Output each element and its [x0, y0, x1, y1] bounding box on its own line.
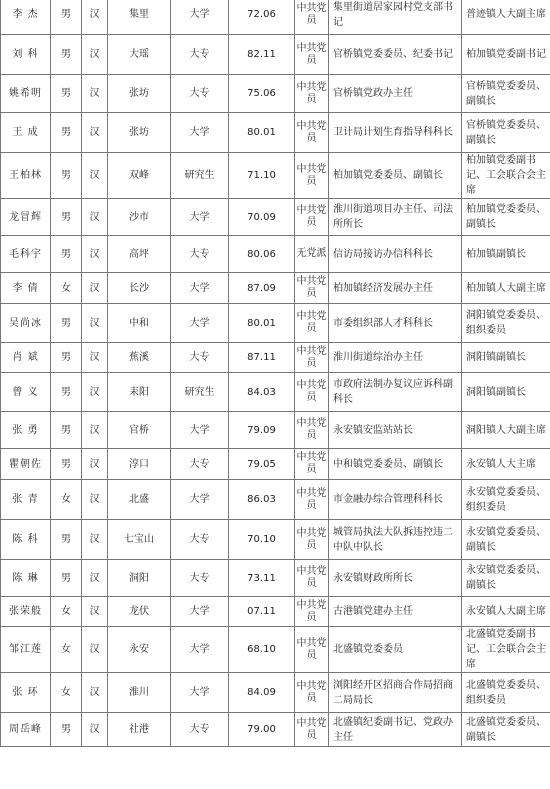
- table-row: [1, 520, 550, 560]
- cell-gender: 女: [51, 480, 82, 520]
- cell-hometown: 高坪: [108, 236, 171, 273]
- cell-party: 中共党员: [295, 35, 329, 75]
- table-row: [1, 412, 550, 449]
- cell-score: 82.11: [229, 35, 295, 75]
- cell-hometown: 淮川: [108, 673, 171, 713]
- cell-score: 75.06: [229, 75, 295, 113]
- cell-current-post: 信访局接访办信科科长: [329, 236, 462, 273]
- cell-party: 中共党员: [295, 273, 329, 304]
- cell-current-post: 淮川街道综治办主任: [329, 343, 462, 373]
- cell-ethnicity: 汉: [82, 236, 108, 273]
- cell-proposed-post: 洞阳镇副镇长: [462, 343, 550, 373]
- cell-ethnicity: 汉: [82, 373, 108, 412]
- cell-education: 研究生: [171, 153, 229, 199]
- cell-hometown: 社港: [108, 713, 171, 747]
- cell-ethnicity: 汉: [82, 627, 108, 673]
- cell-education: 大专: [171, 75, 229, 113]
- cell-current-post: 集里街道居家园村党支部书记: [329, 0, 462, 35]
- cell-proposed-post: 永安镇党委委员、副镇长: [462, 520, 550, 560]
- cell-party: 中共党员: [295, 520, 329, 560]
- cell-ethnicity: 汉: [82, 35, 108, 75]
- cell-party: 中共党员: [295, 480, 329, 520]
- cell-party: 中共党员: [295, 673, 329, 713]
- cell-education: 大学: [171, 412, 229, 449]
- cell-score: 07.11: [229, 597, 295, 627]
- table-row: [1, 597, 550, 627]
- cell-current-post: 城管局执法大队拆违控违二中队中队长: [329, 520, 462, 560]
- cell-ethnicity: 汉: [82, 199, 108, 236]
- cell-name: 邹江莲: [1, 627, 51, 673]
- cell-party: 中共党员: [295, 113, 329, 153]
- cell-education: 大专: [171, 449, 229, 480]
- cell-score: 71.10: [229, 153, 295, 199]
- cell-current-post: 官桥镇党政办主任: [329, 75, 462, 113]
- table-row: [1, 236, 550, 273]
- cell-ethnicity: 汉: [82, 713, 108, 747]
- cell-score: 72.06: [229, 0, 295, 35]
- cell-name: 张 青: [1, 480, 51, 520]
- table-row: [1, 113, 550, 153]
- cell-gender: 女: [51, 673, 82, 713]
- cell-hometown: 洞阳: [108, 560, 171, 597]
- cell-hometown: 集里: [108, 0, 171, 35]
- cell-ethnicity: 汉: [82, 412, 108, 449]
- cell-gender: 男: [51, 412, 82, 449]
- cell-hometown: 北盛: [108, 480, 171, 520]
- table-row: [1, 199, 550, 236]
- table-row: [1, 153, 550, 199]
- cell-current-post: 市政府法制办复议应诉科副科长: [329, 373, 462, 412]
- cell-score: 68.10: [229, 627, 295, 673]
- cell-name: 瞿朝佐: [1, 449, 51, 480]
- cell-score: 80.01: [229, 304, 295, 343]
- cell-name: 张荣般: [1, 597, 51, 627]
- cell-hometown: 龙伏: [108, 597, 171, 627]
- cell-hometown: 沙市: [108, 199, 171, 236]
- cell-party: 中共党员: [295, 449, 329, 480]
- cell-current-post: 柏加镇党委委员、副镇长: [329, 153, 462, 199]
- cell-name: 毛科宇: [1, 236, 51, 273]
- cell-ethnicity: 汉: [82, 673, 108, 713]
- cell-ethnicity: 汉: [82, 520, 108, 560]
- cell-proposed-post: 北盛镇党委委员、副镇长: [462, 713, 550, 747]
- table-row: [1, 273, 550, 304]
- cell-education: 大专: [171, 560, 229, 597]
- table-row: [1, 480, 550, 520]
- cell-gender: 男: [51, 153, 82, 199]
- cell-party: 中共党员: [295, 713, 329, 747]
- cell-name: 姚希明: [1, 75, 51, 113]
- cell-current-post: 官桥镇党委委员、纪委书记: [329, 35, 462, 75]
- table-body: [1, 0, 550, 747]
- cell-score: 79.05: [229, 449, 295, 480]
- cell-party: 中共党员: [295, 75, 329, 113]
- cell-name: 龙冒辉: [1, 199, 51, 236]
- cell-education: 大专: [171, 35, 229, 75]
- cell-current-post: 中和镇党委委员、副镇长: [329, 449, 462, 480]
- cell-proposed-post: 永安镇人大主席: [462, 449, 550, 480]
- cell-gender: 男: [51, 35, 82, 75]
- cell-ethnicity: 汉: [82, 480, 108, 520]
- table-row: [1, 673, 550, 713]
- cell-name: 李 倩: [1, 273, 51, 304]
- cell-gender: 男: [51, 199, 82, 236]
- cell-score: 87.09: [229, 273, 295, 304]
- cell-proposed-post: 北盛镇党委委员、组织委员: [462, 673, 550, 713]
- cell-name: 李 杰: [1, 0, 51, 35]
- cell-ethnicity: 汉: [82, 560, 108, 597]
- cell-hometown: 张坊: [108, 75, 171, 113]
- cell-proposed-post: 官桥镇党委委员、副镇长: [462, 113, 550, 153]
- cell-education: 大学: [171, 627, 229, 673]
- cell-party: 中共党员: [295, 373, 329, 412]
- cell-score: 70.09: [229, 199, 295, 236]
- cell-name: 周岳峰: [1, 713, 51, 747]
- cell-gender: 女: [51, 597, 82, 627]
- cell-score: 87.11: [229, 343, 295, 373]
- cell-education: 大学: [171, 597, 229, 627]
- cell-name: 吴尚冰: [1, 304, 51, 343]
- cell-party: 中共党员: [295, 560, 329, 597]
- cell-gender: 男: [51, 520, 82, 560]
- cell-education: 大学: [171, 199, 229, 236]
- table-row: [1, 304, 550, 343]
- cell-gender: 女: [51, 627, 82, 673]
- cell-ethnicity: 汉: [82, 597, 108, 627]
- cell-name: 张 环: [1, 673, 51, 713]
- cell-hometown: 张坊: [108, 113, 171, 153]
- table-row: [1, 373, 550, 412]
- cell-name: 曾 义: [1, 373, 51, 412]
- cell-ethnicity: 汉: [82, 304, 108, 343]
- cell-proposed-post: 洞阳镇党委委员、组织委员: [462, 304, 550, 343]
- cell-ethnicity: 汉: [82, 449, 108, 480]
- cell-hometown: 长沙: [108, 273, 171, 304]
- cell-party: 中共党员: [295, 199, 329, 236]
- cell-proposed-post: 洞阳镇副镇长: [462, 373, 550, 412]
- cell-education: 大学: [171, 273, 229, 304]
- cell-name: 张 勇: [1, 412, 51, 449]
- cell-gender: 男: [51, 373, 82, 412]
- cell-proposed-post: 永安镇党委委员、副镇长: [462, 560, 550, 597]
- cell-party: 无党派: [295, 236, 329, 273]
- cell-education: 大专: [171, 236, 229, 273]
- cell-name: 陈 科: [1, 520, 51, 560]
- cell-proposed-post: 柏加镇党委副书记、工会联合会主席: [462, 153, 550, 199]
- cell-gender: 男: [51, 449, 82, 480]
- cell-current-post: 浏阳经开区招商合作局招商二局局长: [329, 673, 462, 713]
- cell-party: 中共党员: [295, 304, 329, 343]
- cell-education: 大专: [171, 520, 229, 560]
- cell-score: 80.01: [229, 113, 295, 153]
- cell-name: 肖 斌: [1, 343, 51, 373]
- cell-proposed-post: 普迹镇人大副主席: [462, 0, 550, 35]
- cell-ethnicity: 汉: [82, 343, 108, 373]
- cell-current-post: 古港镇党建办主任: [329, 597, 462, 627]
- cell-name: 王 成: [1, 113, 51, 153]
- cell-gender: 男: [51, 236, 82, 273]
- cell-ethnicity: 汉: [82, 75, 108, 113]
- cell-current-post: 淮川街道项目办主任、司法所所长: [329, 199, 462, 236]
- cell-proposed-post: 北盛镇党委副书记、工会联合会主席: [462, 627, 550, 673]
- cell-ethnicity: 汉: [82, 0, 108, 35]
- cell-party: 中共党员: [295, 153, 329, 199]
- cell-current-post: 柏加镇经济发展办主任: [329, 273, 462, 304]
- cell-score: 84.09: [229, 673, 295, 713]
- cell-proposed-post: 洞阳镇人大副主席: [462, 412, 550, 449]
- cell-hometown: 七宝山: [108, 520, 171, 560]
- cell-current-post: 北盛镇纪委副书记、党政办主任: [329, 713, 462, 747]
- cell-hometown: 永安: [108, 627, 171, 673]
- table-row: [1, 75, 550, 113]
- cell-education: 研究生: [171, 373, 229, 412]
- cell-name: 王柏林: [1, 153, 51, 199]
- table-row: [1, 343, 550, 373]
- cell-education: 大专: [171, 343, 229, 373]
- cell-ethnicity: 汉: [82, 113, 108, 153]
- cell-score: 80.06: [229, 236, 295, 273]
- cell-hometown: 淳口: [108, 449, 171, 480]
- cell-current-post: 卫计局计划生育指导科科长: [329, 113, 462, 153]
- table-row: [1, 627, 550, 673]
- cell-proposed-post: 柏加镇党委委员、副镇长: [462, 199, 550, 236]
- cell-gender: 男: [51, 113, 82, 153]
- cell-score: 79.00: [229, 713, 295, 747]
- cell-proposed-post: 官桥镇党委委员、副镇长: [462, 75, 550, 113]
- cell-ethnicity: 汉: [82, 273, 108, 304]
- cell-score: 79.09: [229, 412, 295, 449]
- cell-score: 86.03: [229, 480, 295, 520]
- cell-party: 中共党员: [295, 627, 329, 673]
- cell-score: 70.10: [229, 520, 295, 560]
- cell-proposed-post: 柏加镇人大副主席: [462, 273, 550, 304]
- cell-current-post: 市金融办综合管理科科长: [329, 480, 462, 520]
- table-row: [1, 713, 550, 747]
- cell-proposed-post: 永安镇党委委员、组织委员: [462, 480, 550, 520]
- cell-name: 陈 琳: [1, 560, 51, 597]
- cell-hometown: 中和: [108, 304, 171, 343]
- cell-hometown: 耒阳: [108, 373, 171, 412]
- cell-proposed-post: 永安镇人大副主席: [462, 597, 550, 627]
- cell-name: 刘 科: [1, 35, 51, 75]
- cell-current-post: 永安镇安监站站长: [329, 412, 462, 449]
- cell-education: 大学: [171, 0, 229, 35]
- cell-party: 中共党员: [295, 0, 329, 35]
- cell-gender: 男: [51, 75, 82, 113]
- cell-party: 中共党员: [295, 343, 329, 373]
- cell-education: 大学: [171, 673, 229, 713]
- cell-education: 大学: [171, 113, 229, 153]
- cell-party: 中共党员: [295, 412, 329, 449]
- cell-party: 中共党员: [295, 597, 329, 627]
- cell-current-post: 市委组织部人才科科长: [329, 304, 462, 343]
- cell-gender: 男: [51, 560, 82, 597]
- table-row: [1, 35, 550, 75]
- cell-gender: 女: [51, 273, 82, 304]
- table-row: [1, 449, 550, 480]
- cell-hometown: 双峰: [108, 153, 171, 199]
- cell-gender: 男: [51, 343, 82, 373]
- cell-gender: 男: [51, 0, 82, 35]
- cell-gender: 男: [51, 304, 82, 343]
- cell-ethnicity: 汉: [82, 153, 108, 199]
- cell-education: 大学: [171, 304, 229, 343]
- cell-current-post: 北盛镇党委委员: [329, 627, 462, 673]
- table-row: [1, 0, 550, 35]
- cell-gender: 男: [51, 713, 82, 747]
- cell-hometown: 蕉溪: [108, 343, 171, 373]
- cell-score: 84.03: [229, 373, 295, 412]
- cell-hometown: 官桥: [108, 412, 171, 449]
- cell-hometown: 大瑶: [108, 35, 171, 75]
- cell-education: 大学: [171, 480, 229, 520]
- cell-proposed-post: 柏加镇党委副书记: [462, 35, 550, 75]
- table-row: [1, 560, 550, 597]
- cell-education: 大专: [171, 713, 229, 747]
- cell-score: 73.11: [229, 560, 295, 597]
- cell-proposed-post: 柏加镇副镇长: [462, 236, 550, 273]
- cell-current-post: 永安镇财政所所长: [329, 560, 462, 597]
